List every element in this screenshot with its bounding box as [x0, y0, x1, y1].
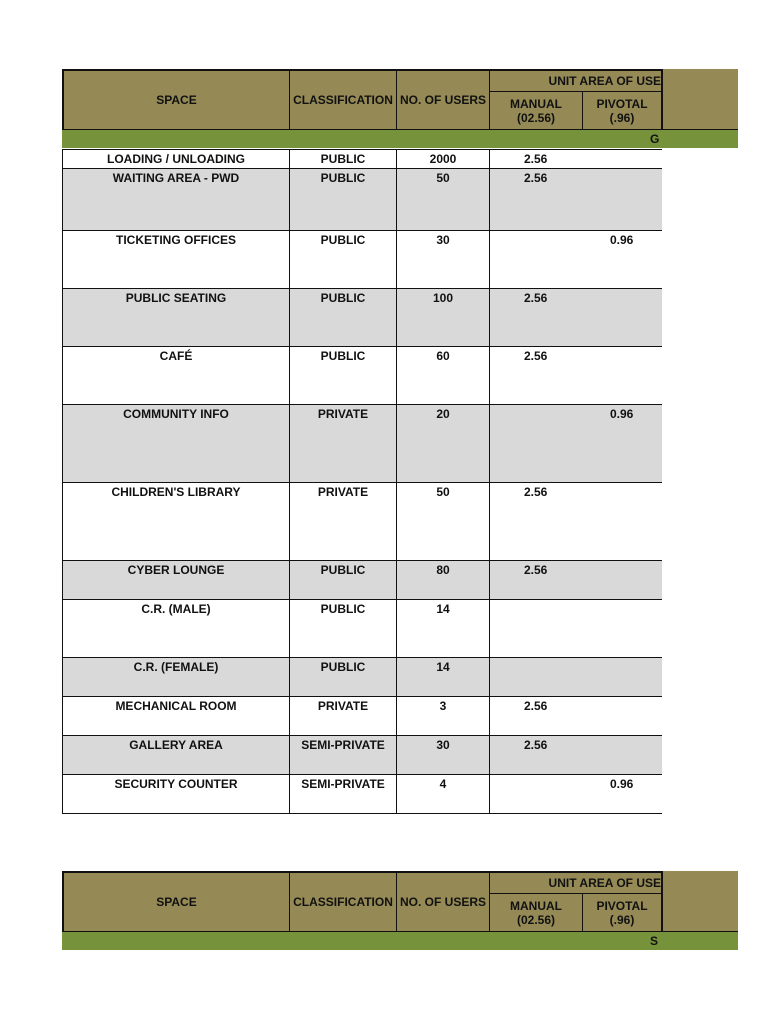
cell-users: 50 — [397, 169, 490, 231]
cell-manual: 2.56 — [490, 736, 584, 775]
space-rows — [62, 149, 662, 814]
header-pivotal-line2: (.96) — [609, 110, 635, 125]
cell-space: TICKETING OFFICES — [63, 231, 290, 289]
cell-classification: PRIVATE — [290, 405, 397, 483]
cell-users: 3 — [397, 697, 490, 736]
cell-manual — [490, 775, 584, 814]
cell-manual: 2.56 — [490, 169, 584, 231]
cell-pivotal: 0.96 — [583, 775, 662, 814]
cell-pivotal — [583, 697, 662, 736]
table-row — [63, 775, 663, 814]
cell-manual: 2.56 — [490, 150, 584, 169]
header-unit-area: UNIT AREA OF USE — [490, 70, 663, 92]
cell-users: 60 — [397, 347, 490, 405]
cell-classification: PRIVATE — [290, 483, 397, 561]
header-classification: CLASSIFICATION — [290, 70, 397, 130]
header-users: NO. OF USERS — [397, 70, 490, 130]
cell-classification: SEMI-PRIVATE — [290, 736, 397, 775]
cell-space: GALLERY AREA — [63, 736, 290, 775]
cell-pivotal — [583, 150, 662, 169]
cell-users: 30 — [397, 231, 490, 289]
header-unit-area: UNIT AREA OF USE — [490, 872, 663, 894]
cell-space: C.R. (MALE) — [63, 600, 290, 658]
header-pivotal — [583, 894, 663, 932]
cell-users: 2000 — [397, 150, 490, 169]
cell-users: 80 — [397, 561, 490, 600]
table-row — [63, 561, 663, 600]
cell-users: 100 — [397, 289, 490, 347]
cell-space: WAITING AREA - PWD — [63, 169, 290, 231]
header-manual — [490, 894, 583, 932]
cell-pivotal — [583, 736, 662, 775]
cell-classification: PUBLIC — [290, 658, 397, 697]
cell-manual — [490, 405, 584, 483]
cell-pivotal — [583, 347, 662, 405]
section-band-label: S — [650, 934, 659, 948]
cell-users: 14 — [397, 600, 490, 658]
table-row — [63, 347, 663, 405]
space-table-2 — [62, 871, 738, 953]
header-pivotal — [583, 92, 663, 130]
table-row — [63, 697, 663, 736]
cell-users: 20 — [397, 405, 490, 483]
cell-users: 50 — [397, 483, 490, 561]
cell-pivotal: 0.96 — [583, 405, 662, 483]
section-band — [62, 931, 738, 950]
cell-users: 4 — [397, 775, 490, 814]
cell-pivotal — [583, 561, 662, 600]
cell-users: 30 — [397, 736, 490, 775]
table-row — [63, 289, 663, 347]
cell-manual — [490, 658, 584, 697]
cell-manual: 2.56 — [490, 289, 584, 347]
table-row — [63, 405, 663, 483]
table-row — [63, 658, 663, 697]
cell-space: LOADING / UNLOADING — [63, 150, 290, 169]
cell-space: MECHANICAL ROOM — [63, 697, 290, 736]
cell-pivotal: 0.96 — [583, 231, 662, 289]
header-pivotal-line1: PIVOTAL — [596, 96, 648, 111]
cell-pivotal — [583, 483, 662, 561]
header-manual-line2: (02.56) — [516, 110, 556, 125]
header-space: SPACE — [63, 70, 290, 130]
cell-pivotal — [583, 289, 662, 347]
cell-classification: PUBLIC — [290, 150, 397, 169]
cell-classification: PUBLIC — [290, 347, 397, 405]
cell-space: CYBER LOUNGE — [63, 561, 290, 600]
table-row — [63, 150, 663, 169]
cell-classification: PUBLIC — [290, 561, 397, 600]
cell-classification: PUBLIC — [290, 289, 397, 347]
header-users: NO. OF USERS — [397, 872, 490, 932]
space-table-1 — [62, 69, 738, 814]
cell-space: COMMUNITY INFO — [63, 405, 290, 483]
cell-classification: PUBLIC — [290, 169, 397, 231]
table-row — [63, 600, 663, 658]
header-space: SPACE — [63, 872, 290, 932]
table-row — [63, 483, 663, 561]
table-row — [63, 736, 663, 775]
cell-space: CHILDREN'S LIBRARY — [63, 483, 290, 561]
cell-manual: 2.56 — [490, 347, 584, 405]
header-manual-line2: (02.56) — [516, 912, 556, 927]
table-row — [63, 169, 663, 231]
cell-manual — [490, 231, 584, 289]
section-band — [62, 129, 738, 148]
header-pivotal-line2: (.96) — [609, 912, 635, 927]
header-classification: CLASSIFICATION — [290, 872, 397, 932]
header-pivotal-line1: PIVOTAL — [596, 898, 648, 913]
cell-space: C.R. (FEMALE) — [63, 658, 290, 697]
header-manual-line1: MANUAL — [510, 96, 562, 111]
table-header — [62, 871, 663, 933]
cell-classification: PRIVATE — [290, 697, 397, 736]
cell-pivotal — [583, 169, 662, 231]
cell-pivotal — [583, 658, 662, 697]
cell-users: 14 — [397, 658, 490, 697]
cell-space: PUBLIC SEATING — [63, 289, 290, 347]
cell-manual: 2.56 — [490, 561, 584, 600]
header-manual-line1: MANUAL — [510, 898, 562, 913]
section-band-label: G — [650, 132, 660, 146]
cell-classification: PUBLIC — [290, 600, 397, 658]
table-row — [63, 231, 663, 289]
cell-space: CAFÉ — [63, 347, 290, 405]
cell-classification: SEMI-PRIVATE — [290, 775, 397, 814]
cell-pivotal — [583, 600, 662, 658]
table-header — [62, 69, 663, 131]
cell-manual: 2.56 — [490, 483, 584, 561]
header-manual — [490, 92, 583, 130]
cell-space: SECURITY COUNTER — [63, 775, 290, 814]
cell-classification: PUBLIC — [290, 231, 397, 289]
cell-manual — [490, 600, 584, 658]
cell-manual: 2.56 — [490, 697, 584, 736]
